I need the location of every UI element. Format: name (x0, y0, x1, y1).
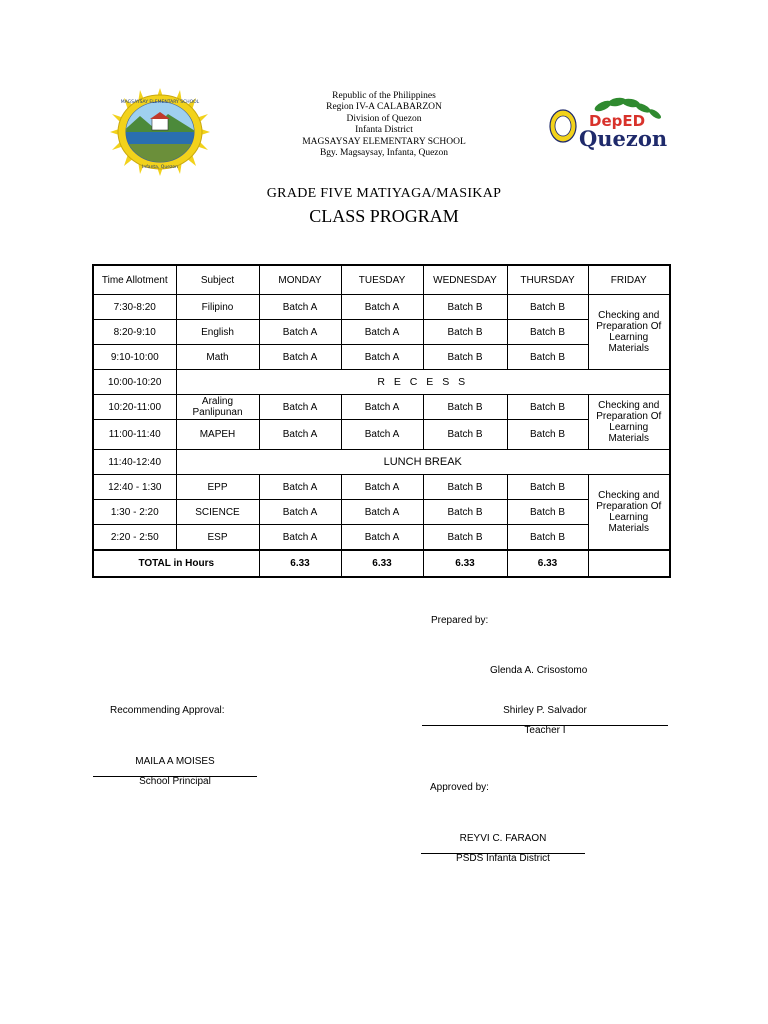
subject-cell: MAPEH (176, 420, 259, 450)
thursday-cell: Batch B (507, 475, 588, 500)
recess-label: R E C E S S (176, 370, 670, 395)
preparer-name-1: Glenda A. Crisostomo (490, 665, 588, 676)
school-seal-logo (110, 88, 210, 176)
psds-name: REYVI C. FARAON (459, 833, 547, 844)
address-line: Bgy. Magsaysay, Infanta, Quezon (319, 148, 449, 159)
col-header-friday: FRIDAY (588, 265, 670, 295)
thursday-cell: Batch B (507, 295, 588, 320)
friday-block-afternoon: Checking and Preparation Of Learning Materials (588, 475, 670, 551)
thursday-cell: Batch B (507, 395, 588, 420)
district-line: Infanta District (355, 125, 413, 136)
subject-cell: EPP (176, 475, 259, 500)
class-program-table (92, 264, 671, 578)
table-row (93, 345, 670, 370)
wednesday-cell: Batch B (423, 500, 507, 525)
preparer-role: Teacher I (524, 725, 566, 736)
lunch-label: LUNCH BREAK (176, 450, 670, 475)
svg-text:Infanta, Quezon: Infanta, Quezon (142, 165, 178, 170)
subject-cell: English (176, 320, 259, 345)
thursday-cell: Batch B (507, 345, 588, 370)
principal-role: School Principal (139, 776, 211, 787)
wednesday-cell: Batch B (423, 345, 507, 370)
preparer-name-2: Shirley P. Salvador (503, 705, 587, 716)
friday-block-morning: Checking and Preparation Of Learning Materials (588, 295, 670, 370)
table-row (93, 525, 670, 551)
table-row (93, 320, 670, 345)
time-cell: 10:20-11:00 (93, 395, 176, 420)
tuesday-cell: Batch A (341, 295, 423, 320)
total-label: TOTAL in Hours (93, 550, 259, 577)
school-line: MAGSAYSAY ELEMENTARY SCHOOL (302, 136, 466, 147)
total-thursday: 6.33 (507, 550, 588, 577)
recess-time: 10:00-10:20 (93, 370, 176, 395)
tuesday-cell: Batch A (341, 395, 423, 420)
monday-cell: Batch A (259, 295, 341, 320)
monday-cell: Batch A (259, 525, 341, 551)
division-line: Division of Quezon (346, 113, 422, 124)
total-wednesday: 6.33 (423, 550, 507, 577)
friday-block-midday: Checking and Preparation Of Learning Materials (588, 395, 670, 450)
lunch-row (93, 450, 670, 475)
wednesday-cell: Batch B (423, 475, 507, 500)
time-cell: 8:20-9:10 (93, 320, 176, 345)
wednesday-cell: Batch B (423, 395, 507, 420)
deped-text: DepED (589, 112, 646, 130)
page-title: CLASS PROGRAM (309, 206, 459, 226)
tuesday-cell: Batch A (341, 475, 423, 500)
time-cell: 12:40 - 1:30 (93, 475, 176, 500)
total-row (93, 550, 670, 577)
col-header-time: Time Allotment (93, 265, 176, 295)
table-row (93, 395, 670, 420)
subject-cell: ESP (176, 525, 259, 551)
subject-cell: Math (176, 345, 259, 370)
monday-cell: Batch A (259, 395, 341, 420)
thursday-cell: Batch B (507, 525, 588, 551)
col-header-thursday: THURSDAY (507, 265, 588, 295)
monday-cell: Batch A (259, 345, 341, 370)
col-header-monday: MONDAY (259, 265, 341, 295)
total-friday (588, 550, 670, 577)
table-row (93, 475, 670, 500)
lunch-time: 11:40-12:40 (93, 450, 176, 475)
thursday-cell: Batch B (507, 320, 588, 345)
wednesday-cell: Batch B (423, 295, 507, 320)
time-cell: 2:20 - 2:50 (93, 525, 176, 551)
monday-cell: Batch A (259, 320, 341, 345)
col-header-wednesday: WEDNESDAY (423, 265, 507, 295)
wednesday-cell: Batch B (423, 525, 507, 551)
recess-row (93, 370, 670, 395)
monday-cell: Batch A (259, 420, 341, 450)
table-row (93, 420, 670, 450)
tuesday-cell: Batch A (341, 420, 423, 450)
table-row (93, 500, 670, 525)
tuesday-cell: Batch A (341, 320, 423, 345)
quezon-text: Quezon (579, 126, 668, 151)
time-cell: 7:30-8:20 (93, 295, 176, 320)
table-row (93, 295, 670, 320)
psds-role: PSDS Infanta District (456, 853, 550, 864)
recommending-approval-label: Recommending Approval: (110, 705, 225, 716)
tuesday-cell: Batch A (341, 500, 423, 525)
country-line: Republic of the Philippines (332, 91, 436, 101)
time-cell: 11:00-11:40 (93, 420, 176, 450)
total-tuesday: 6.33 (341, 550, 423, 577)
tuesday-cell: Batch A (341, 525, 423, 551)
region-line: Region IV-A CALABARZON (326, 102, 442, 113)
monday-cell: Batch A (259, 475, 341, 500)
time-cell: 1:30 - 2:20 (93, 500, 176, 525)
prepared-by-label: Prepared by: (431, 615, 489, 626)
approved-by-label: Approved by: (430, 782, 489, 793)
letterhead (234, 91, 534, 159)
principal-name: MAILA A MOISES (135, 756, 215, 767)
tuesday-cell: Batch A (341, 345, 423, 370)
grade-section-title: GRADE FIVE MATIYAGA/MASIKAP (266, 186, 502, 201)
deped-quezon-logo (545, 96, 670, 158)
thursday-cell: Batch B (507, 420, 588, 450)
thursday-cell: Batch B (507, 500, 588, 525)
subject-cell: Araling Panlipunan (176, 395, 259, 420)
subject-cell: Filipino (176, 295, 259, 320)
col-header-tuesday: TUESDAY (341, 265, 423, 295)
wednesday-cell: Batch B (423, 420, 507, 450)
subject-cell: SCIENCE (176, 500, 259, 525)
monday-cell: Batch A (259, 500, 341, 525)
wednesday-cell: Batch B (423, 320, 507, 345)
table-header-row (93, 265, 670, 295)
svg-text:MAGSAYSAY ELEMENTARY SCHOOL: MAGSAYSAY ELEMENTARY SCHOOL (120, 100, 200, 105)
total-monday: 6.33 (259, 550, 341, 577)
time-cell: 9:10-10:00 (93, 345, 176, 370)
col-header-subject: Subject (176, 265, 259, 295)
